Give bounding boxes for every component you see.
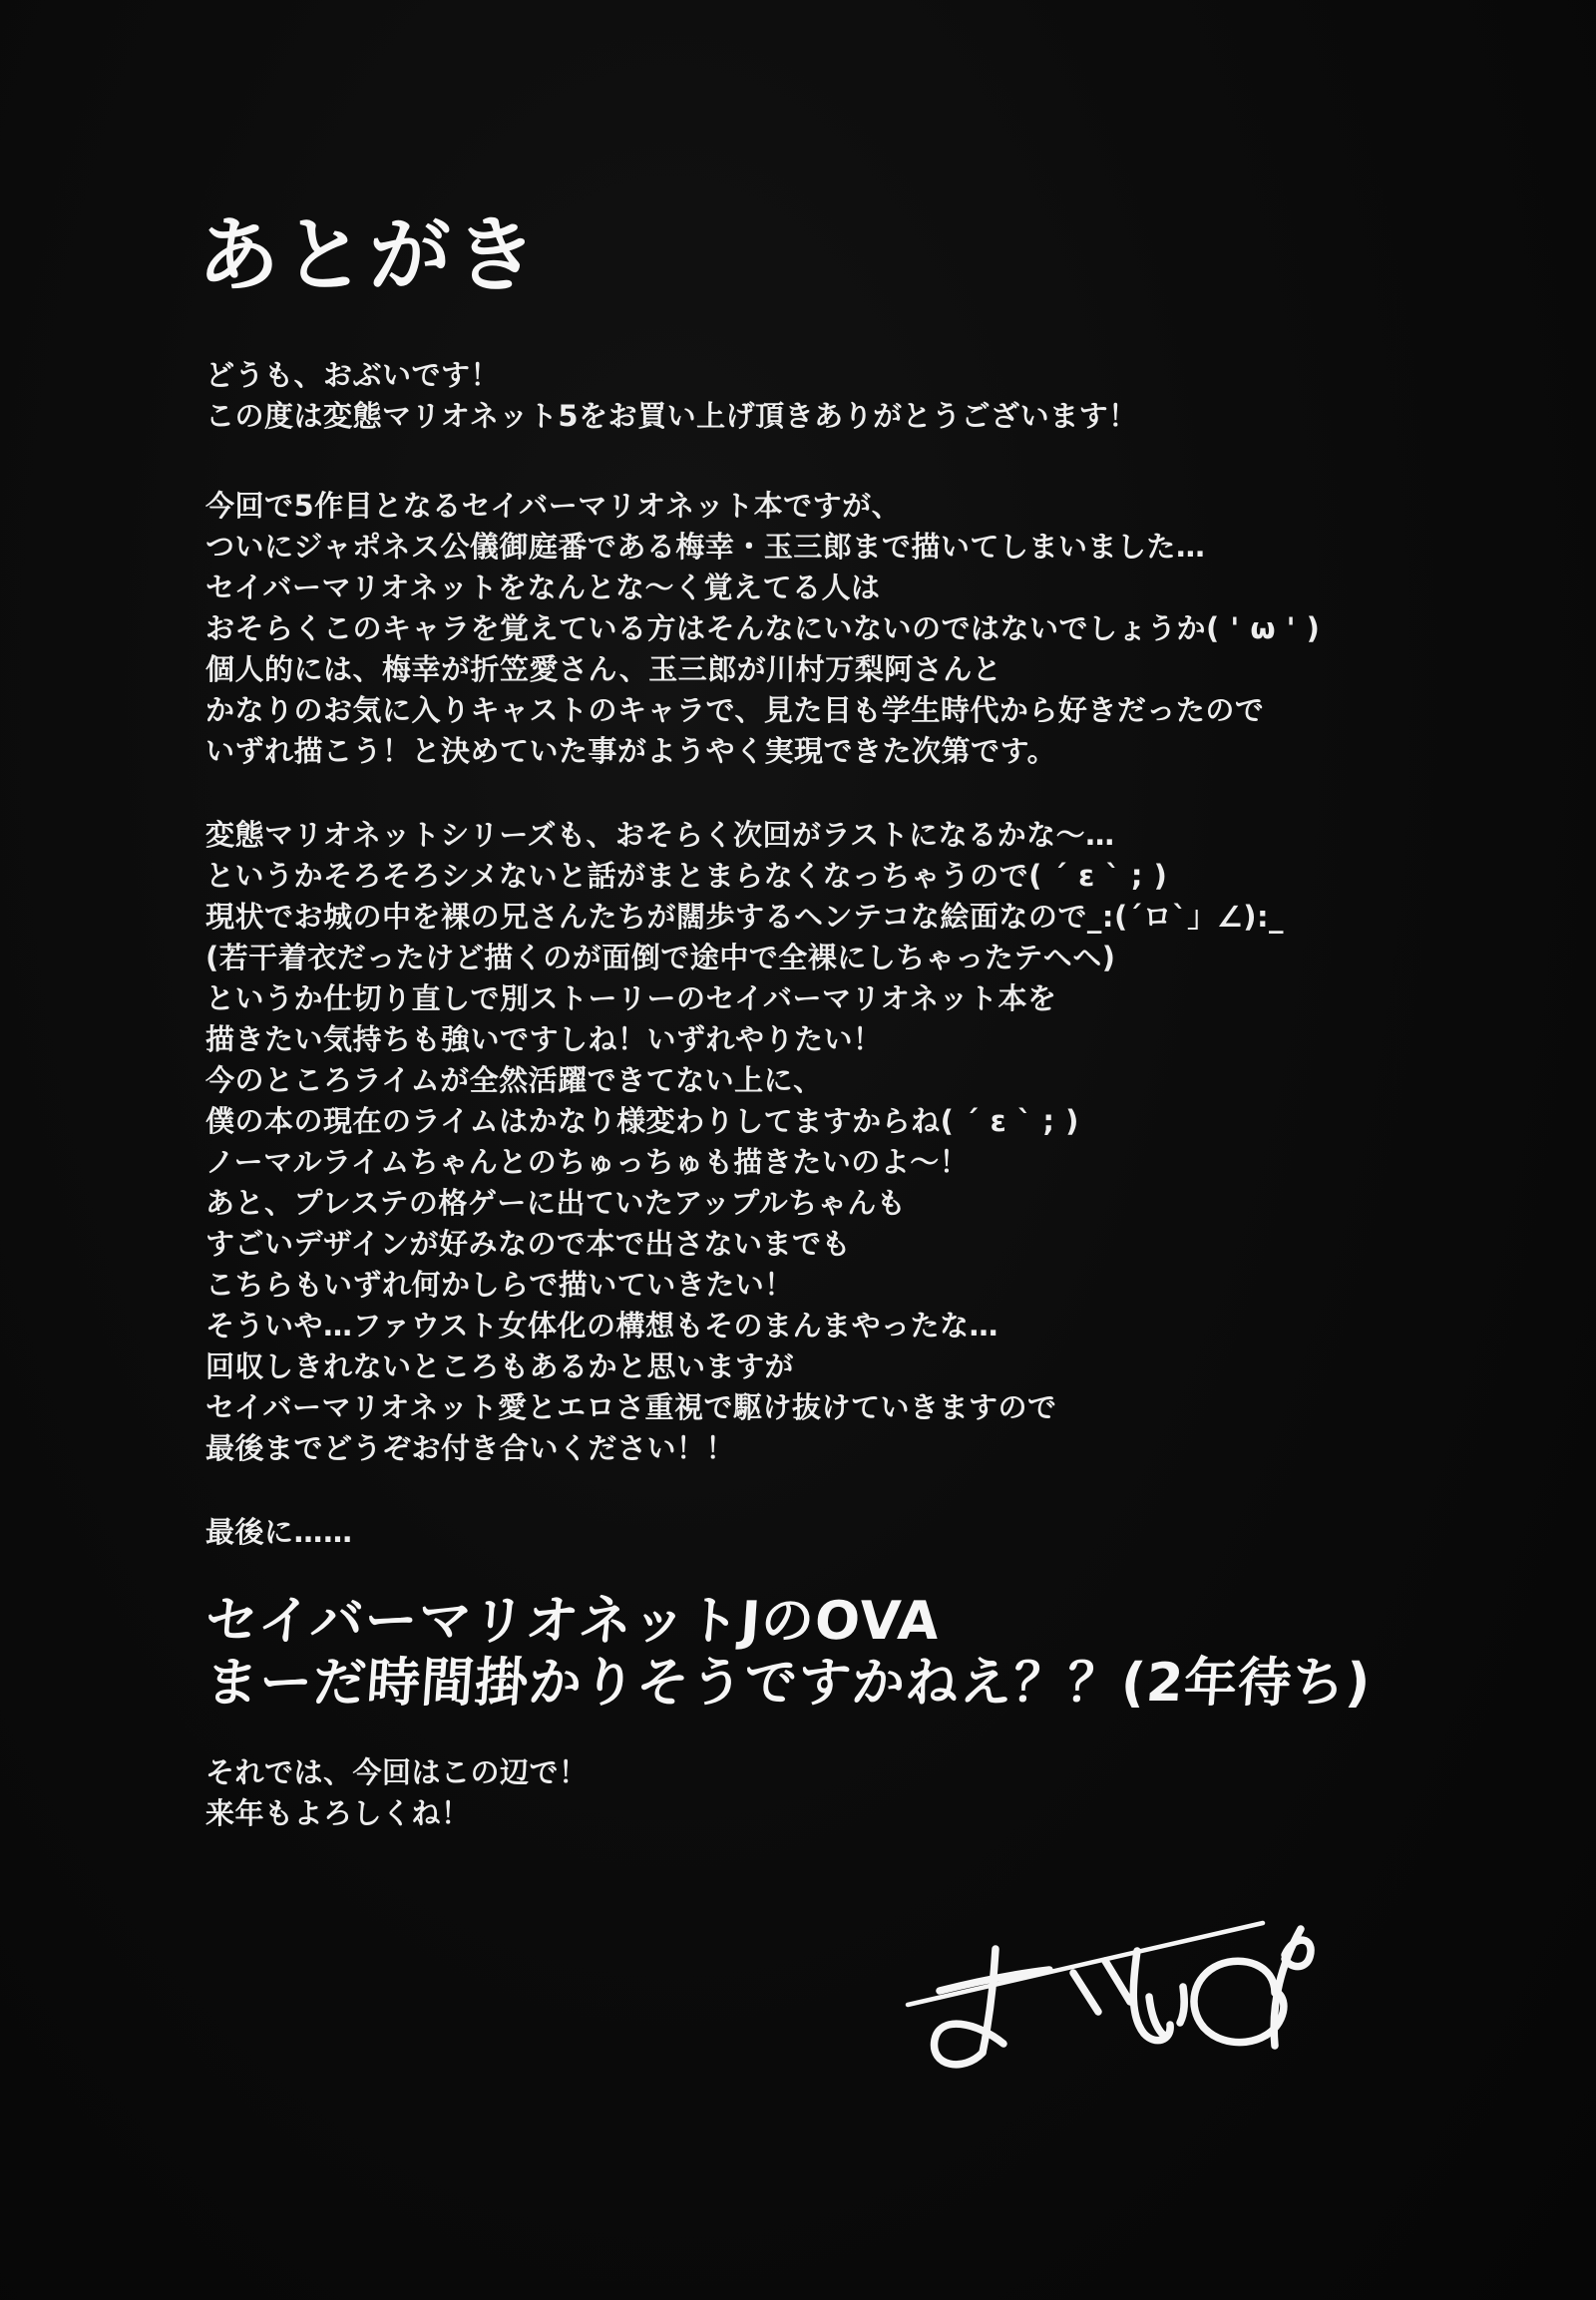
text-line: すごいデザインが好みなので本で出さないまでも [205,1227,851,1261]
text-line: セイバーマリオネットをなんとな〜く覚えてる人は [205,571,881,604]
text-line: というかそろそろシメないと話がまとまらなくなっちゃうので( ´ ε ` ; ) [205,859,1168,893]
text-line: 描きたい気持ちも強いですしね！いずれやりたい！ [205,1022,883,1056]
text-line: 変態マリオネットシリーズも、おそらく次回がラストになるかな〜… [205,818,1115,852]
text-line: おそらくこのキャラを覚えている方はそんなにいないのではないでしょうか( ' ω ' ) [205,611,1321,645]
text-line: 現状でお城の中を裸の兄さんたちが闊歩するヘンテコな絵面なので_:(´ロ`」∠):_ [205,900,1285,934]
text-line: 僕の本の現在のライムはかなり様変わりしてますからね( ´ ε ` ; ) [205,1104,1079,1138]
text-line: そういや…ファウスト女体化の構想もそのまんまやったな… [205,1309,999,1342]
text-line: ついにジャポネス公儀御庭番である梅幸・玉三郎まで描いてしまいました… [205,530,1206,564]
paragraph-main-2 [205,815,1284,1469]
text-line: 来年もよろしくね！ [205,1796,471,1830]
text-line: (若干着衣だったけど描くのが面倒で途中で全裸にしちゃったテヘヘ) [205,941,1116,974]
text-line: 最後に…… [205,1515,353,1549]
paragraph-greeting [205,355,1138,437]
text-line: ノーマルライムちゃんとのちゅっちゅも描きたいのよ〜！ [205,1145,970,1179]
big-line-ova: セイバーマリオネットJのOVA [202,1591,943,1652]
paragraph-main-1 [205,486,1320,772]
text-line: というか仕切り直しで別ストーリーのセイバーマリオネット本を [205,981,1057,1015]
text-line: 今のところライムが全然活躍できてない上に、 [205,1063,823,1097]
text-line: こちらもいずれ何かしらで描いていきたい！ [205,1268,794,1302]
text-line: あと、プレステの格ゲーに出ていたアップルちゃんも [205,1186,907,1220]
author-signature-handwritten [884,1903,1359,2083]
text-line: 回収しきれないところもあるかと思いますが [205,1349,795,1383]
text-line: セイバーマリオネット愛とエロさ重視で駆け抜けていきますので [205,1390,1057,1424]
text-line: 今回で5作目となるセイバーマリオネット本ですが、 [205,489,902,523]
big-line-wait: まーだ時間掛かりそうですかねえ？？(2年待ち) [202,1653,1374,1714]
text-line: 最後までどうぞお付き合いください！！ [205,1431,736,1465]
text-line: 個人的には、梅幸が折笠愛さん、玉三郎が川村万梨阿さんと [205,652,1002,686]
text-line: この度は変態マリオネット5をお買い上げ頂きありがとうございます！ [205,399,1138,433]
text-line: それでは、今回はこの辺で！ [205,1755,589,1789]
paragraph-closing [205,1752,589,1834]
text-line: いずれ描こう！と決めていた事がようやく実現できた次第です。 [205,734,1057,768]
text-line: かなりのお気に入りキャストのキャラで、見た目も学生時代から好きだったので [205,693,1265,727]
paragraph-finally [205,1512,353,1553]
page-title: あとがき [198,208,542,303]
text-line: どうも、おぶいです！ [205,358,501,392]
